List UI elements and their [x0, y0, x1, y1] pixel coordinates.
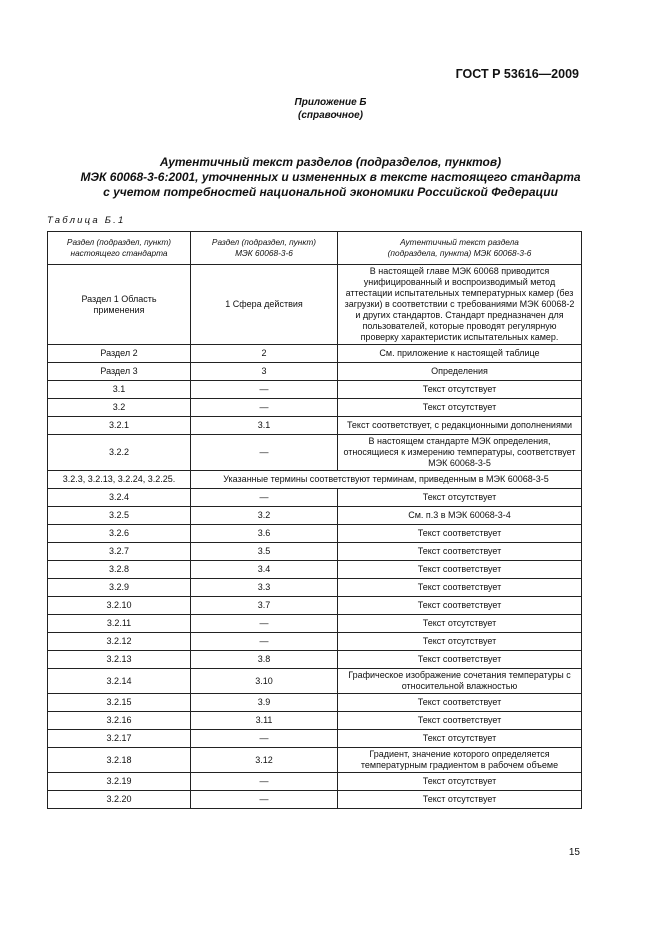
cell-iec-section: 3.4: [191, 561, 338, 579]
cell-iec-section: 3.10: [191, 669, 338, 694]
cell-national-section: 3.2.2: [48, 435, 191, 471]
appendix-status: (справочное): [298, 110, 363, 121]
cell-authentic-text: Текст отсутствует: [338, 773, 582, 791]
table-row: [48, 791, 582, 809]
cell-authentic-text: Текст отсутствует: [338, 399, 582, 417]
cell-iec-section: —: [191, 399, 338, 417]
cell-iec-section: 3.9: [191, 694, 338, 712]
cell-iec-section: —: [191, 791, 338, 809]
cell-authentic-text: Текст отсутствует: [338, 489, 582, 507]
table-row: [48, 417, 582, 435]
cell-merged-note: Указанные термины соответствуют терминам, приведенным в МЭК 60068-3-5: [191, 471, 582, 489]
table-row: [48, 597, 582, 615]
cell-iec-section: 1 Сфера действия: [191, 265, 338, 345]
cell-national-section: 3.2.5: [48, 507, 191, 525]
cell-national-section: 3.2.7: [48, 543, 191, 561]
table-row: [48, 363, 582, 381]
cell-authentic-text: В настоящей главе МЭК 60068 приводится унифицированный и воспроизводимый метод аттестации испытательных температурных камер (без загрузки) в соответствии с требованиями МЭК 60068-2 и других стандартов. Стандарт предназначен для пользователей, которые проводят регулярную проверку характеристик испытательных камер.: [338, 265, 582, 345]
column-header-iec: [191, 232, 338, 265]
cell-national-section: 3.2.4: [48, 489, 191, 507]
header-line: Раздел (подраздел, пункт): [66, 237, 172, 247]
table-row: [48, 265, 582, 345]
table-row: [48, 748, 582, 773]
page-number: 15: [568, 847, 580, 858]
cell-authentic-text: Определения: [338, 363, 582, 381]
cell-national-section: 3.2.8: [48, 561, 191, 579]
header-line: (подраздела, пункта) МЭК 60068-3-6: [387, 248, 532, 258]
cell-iec-section: —: [191, 730, 338, 748]
table-row: [48, 345, 582, 363]
cell-national-section: 3.2.6: [48, 525, 191, 543]
table-row: [48, 615, 582, 633]
cell-iec-section: 3.11: [191, 712, 338, 730]
table-row: [48, 543, 582, 561]
cell-iec-section: 3.8: [191, 651, 338, 669]
table-header-row: [48, 232, 582, 265]
cell-iec-section: —: [191, 381, 338, 399]
cell-national-section: 3.2.13: [48, 651, 191, 669]
cell-authentic-text: Текст соответствует, с редакционными дополнениями: [338, 417, 582, 435]
cell-authentic-text: Текст соответствует: [338, 579, 582, 597]
cell-authentic-text: Текст соответствует: [338, 561, 582, 579]
cell-national-section: 3.2.17: [48, 730, 191, 748]
table-row: [48, 694, 582, 712]
correspondence-table: [47, 231, 582, 809]
cell-national-section: Раздел 1 Область применения: [48, 265, 191, 345]
cell-national-section: 3.1: [48, 381, 191, 399]
table-row: [48, 381, 582, 399]
table-row: [48, 651, 582, 669]
cell-iec-section: —: [191, 435, 338, 471]
cell-authentic-text: Текст отсутствует: [338, 615, 582, 633]
cell-authentic-text: См. приложение к настоящей таблице: [338, 345, 582, 363]
cell-authentic-text: Текст соответствует: [338, 651, 582, 669]
header-line: Раздел (подраздел, пункт): [211, 237, 317, 247]
heading-line-1: Аутентичный текст разделов (подразделов, пунктов): [159, 155, 502, 169]
table-row: [48, 435, 582, 471]
cell-iec-section: 3.3: [191, 579, 338, 597]
cell-authentic-text: Текст отсутствует: [338, 633, 582, 651]
column-header-authentic-text: [338, 232, 582, 265]
cell-national-section: 3.2.1: [48, 417, 191, 435]
heading-line-3: с учетом потребностей национальной экономики Российской Федерации: [103, 185, 558, 199]
cell-authentic-text: Текст соответствует: [338, 597, 582, 615]
table-row: [48, 399, 582, 417]
table-row: [48, 712, 582, 730]
cell-iec-section: 2: [191, 345, 338, 363]
cell-national-section: 3.2.14: [48, 669, 191, 694]
table-row: [48, 561, 582, 579]
cell-iec-section: —: [191, 615, 338, 633]
cell-authentic-text: Текст соответствует: [338, 712, 582, 730]
cell-authentic-text: См. п.3 в МЭК 60068-3-4: [338, 507, 582, 525]
cell-national-section: Раздел 2: [48, 345, 191, 363]
table-row: [48, 489, 582, 507]
table-row: [48, 579, 582, 597]
column-header-national: [48, 232, 191, 265]
cell-iec-section: 3.7: [191, 597, 338, 615]
cell-national-section: 3.2.16: [48, 712, 191, 730]
cell-iec-section: —: [191, 489, 338, 507]
cell-national-section: 3.2.18: [48, 748, 191, 773]
header-line: Аутентичный текст раздела: [400, 237, 519, 247]
cell-authentic-text: Текст отсутствует: [338, 730, 582, 748]
cell-national-section: 3.2.19: [48, 773, 191, 791]
cell-national-section: 3.2.12: [48, 633, 191, 651]
header-line: настоящего стандарта: [70, 248, 168, 258]
cell-iec-section: 3.2: [191, 507, 338, 525]
table-row: [48, 525, 582, 543]
cell-authentic-text: В настоящем стандарте МЭК определения, относящиеся к измерению температуры, соответствует МЭК 60068-3-5: [338, 435, 582, 471]
cell-national-section: 3.2.11: [48, 615, 191, 633]
cell-iec-section: 3: [191, 363, 338, 381]
table-row: [48, 507, 582, 525]
table-row: [48, 633, 582, 651]
cell-national-section: Раздел 3: [48, 363, 191, 381]
heading-line-2: МЭК 60068-3-6:2001, уточненных и измененных в тексте настоящего стандарта: [80, 170, 581, 184]
cell-iec-section: 3.5: [191, 543, 338, 561]
cell-authentic-text: Градиент, значение которого определяется температурным градиентом в рабочем объеме: [338, 748, 582, 773]
cell-national-section: 3.2.9: [48, 579, 191, 597]
cell-authentic-text: Графическое изображение сочетания температуры с относительной влажностью: [338, 669, 582, 694]
table-row: [48, 773, 582, 791]
table-caption: Таблица Б.1: [47, 215, 126, 226]
table-row: [48, 669, 582, 694]
cell-national-section: 3.2.10: [48, 597, 191, 615]
cell-authentic-text: Текст соответствует: [338, 543, 582, 561]
cell-iec-section: 3.6: [191, 525, 338, 543]
cell-national-section: 3.2.15: [48, 694, 191, 712]
cell-iec-section: —: [191, 773, 338, 791]
cell-authentic-text: Текст соответствует: [338, 694, 582, 712]
appendix-title: [0, 96, 661, 122]
cell-national-section: 3.2: [48, 399, 191, 417]
appendix-label: Приложение Б: [294, 97, 367, 108]
cell-iec-section: 3.1: [191, 417, 338, 435]
cell-national-section: 3.2.3, 3.2.13, 3.2.24, 3.2.25.: [48, 471, 191, 489]
cell-iec-section: —: [191, 633, 338, 651]
cell-authentic-text: Текст отсутствует: [338, 791, 582, 809]
table-row: [48, 730, 582, 748]
document-code: ГОСТ Р 53616—2009: [455, 67, 579, 81]
cell-authentic-text: Текст отсутствует: [338, 381, 582, 399]
header-line: МЭК 60068-3-6: [235, 248, 293, 258]
table-row: [48, 471, 582, 489]
cell-authentic-text: Текст соответствует: [338, 525, 582, 543]
cell-iec-section: 3.12: [191, 748, 338, 773]
section-heading: [0, 155, 661, 200]
cell-national-section: 3.2.20: [48, 791, 191, 809]
